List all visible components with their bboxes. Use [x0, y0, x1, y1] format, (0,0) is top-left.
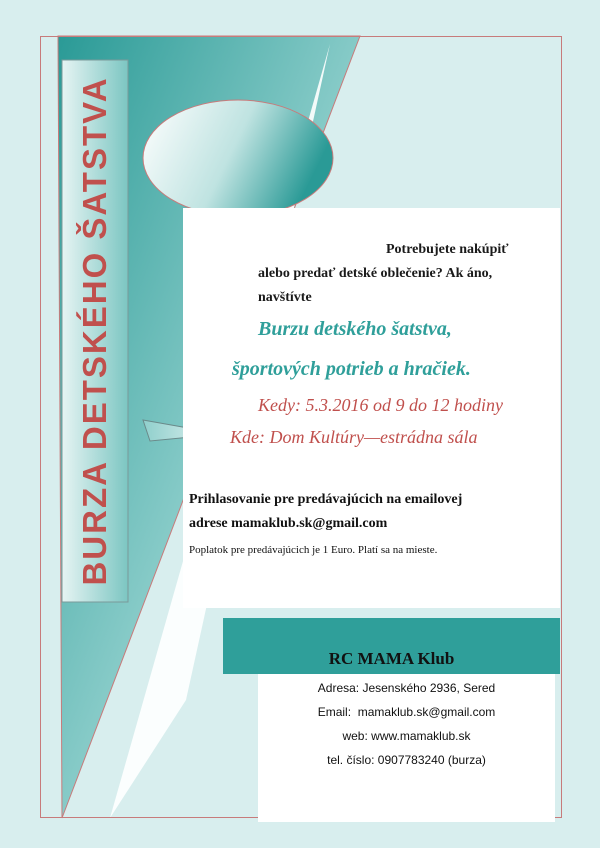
- registration-line-1: Prihlasovanie pre predávajúcich na emailovej: [189, 492, 463, 507]
- event-venue: Kde: Dom Kultúry—estrádna sála: [230, 427, 478, 447]
- club-email: Email: mamaklub.sk@gmail.com: [317, 705, 496, 719]
- headline-line-1: Burzu detského šatstva,: [258, 318, 452, 340]
- fee-note: Poplatok pre predávajúcich je 1 Euro. Platí sa na mieste.: [189, 544, 438, 556]
- vertical-title: BURZA DETSKÉHO ŠATSTVA: [76, 76, 113, 586]
- club-name: RC MAMA Klub: [328, 649, 455, 668]
- club-phone: tel. číslo: 0907783240 (burza): [327, 753, 486, 767]
- contact-panel: [258, 674, 555, 822]
- club-address: Adresa: Jesenského 2936, Sered: [317, 681, 496, 695]
- registration-line-2: adrese mamaklub.sk@gmail.com: [189, 516, 388, 531]
- club-website: web: www.mamaklub.sk: [342, 729, 471, 743]
- event-date: Kedy: 5.3.2016 od 9 do 12 hodiny: [258, 395, 503, 415]
- headline-line-2: športových potrieb a hračiek.: [232, 358, 471, 380]
- intro-line-3: navštívte: [258, 290, 312, 305]
- intro-line-1: Potrebujete nakúpiť: [386, 242, 509, 257]
- title-bar-label-wrap: [62, 60, 128, 602]
- intro-line-2: alebo predať detské oblečenie? Ak áno,: [258, 266, 493, 281]
